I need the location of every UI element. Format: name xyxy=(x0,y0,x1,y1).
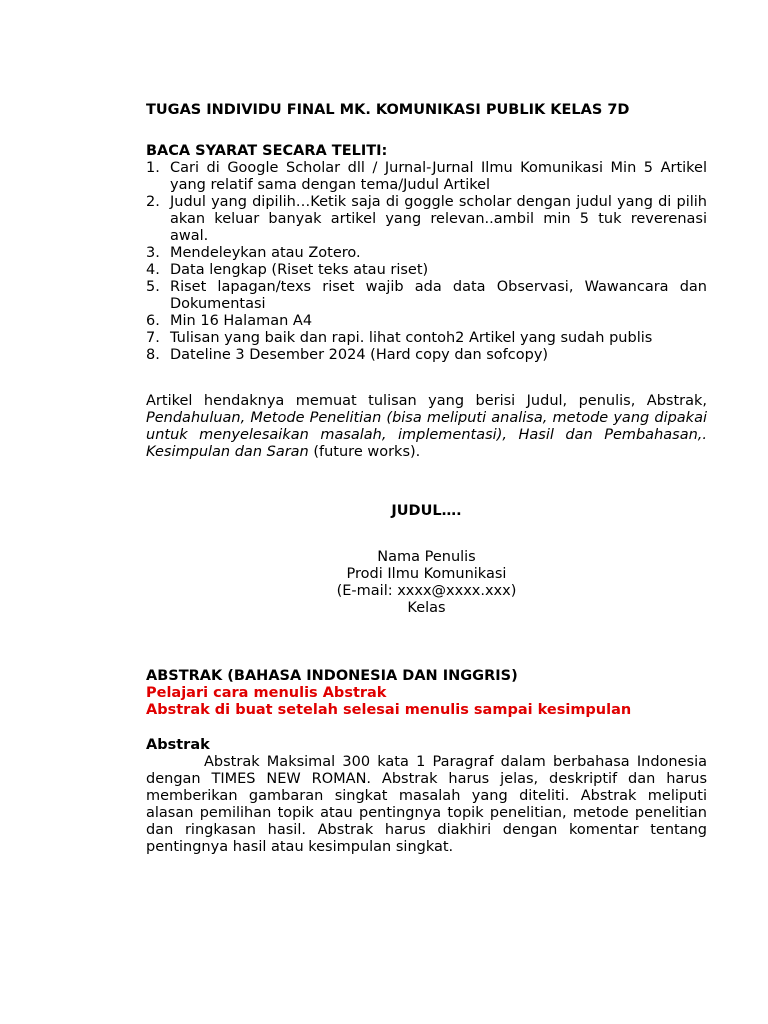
list-number: 6. xyxy=(146,313,160,329)
list-item xyxy=(146,160,707,194)
list-text: Judul yang dipilih…Ketik saja di goggle scholar dengan judul yang di pilih akan keluar banyak artikel yang relevan..ambil min 5 tuk reverenasi awal. xyxy=(170,194,707,244)
list-number: 8. xyxy=(146,347,160,363)
document-title: TUGAS INDIVIDU FINAL MK. KOMUNIKASI PUBLIK KELAS 7D xyxy=(146,102,630,118)
list-number: 2. xyxy=(146,194,160,210)
list-text: Min 16 Halaman A4 xyxy=(170,313,313,329)
intro-lead: Artikel hendaknya memuat tulisan yang berisi Judul, penulis, Abstrak, xyxy=(146,393,707,409)
list-item xyxy=(146,330,707,347)
template-title: JUDUL…. xyxy=(391,503,462,519)
abstract-label: Abstrak xyxy=(146,737,210,753)
abstract-body: Abstrak Maksimal 300 kata 1 Paragraf dalam berbahasa Indonesia dengan TIMES NEW ROMAN. Abstrak harus jelas, deskriptif dan harus memberikan gambaran singkat masalah yang diteliti. Abstrak meliputi alasan pemilihan topik atau pentingnya topik penelitian, metode penelitian dan ringkasan hasil. Abstrak harus diakhiri dengan komentar tentang pentingnya hasil atau kesimpulan singkat. xyxy=(146,754,707,855)
requirements-heading: BACA SYARAT SECARA TELITI: xyxy=(146,143,388,159)
author-email: (E-mail: xxxx@xxxx.xxx) xyxy=(336,583,517,599)
list-text: Data lengkap (Riset teks atau riset) xyxy=(170,262,429,278)
list-text: Cari di Google Scholar dll / Jurnal-Jurnal Ilmu Komunikasi Min 5 Artikel yang relatif sama dengan tema/Judul Artikel xyxy=(170,160,707,193)
list-number: 4. xyxy=(146,262,160,278)
list-item xyxy=(146,313,707,330)
intro-tail: (future works). xyxy=(308,444,421,460)
abstract-note-timing: Abstrak di buat setelah selesai menulis sampai kesimpulan xyxy=(146,702,632,718)
list-item xyxy=(146,279,707,313)
list-text: Tulisan yang baik dan rapi. lihat contoh2 Artikel yang sudah publis xyxy=(170,330,653,346)
requirements-list xyxy=(146,160,707,364)
list-text: Dateline 3 Desember 2024 (Hard copy dan sofcopy) xyxy=(170,347,549,363)
list-number: 1. xyxy=(146,160,160,176)
abstract-note-learn: Pelajari cara menulis Abstrak xyxy=(146,685,387,701)
list-text: Riset lapagan/texs riset wajib ada data Observasi, Wawancara dan Dokumentasi xyxy=(170,279,707,312)
abstract-section-heading: ABSTRAK (BAHASA INDONESIA DAN INGGRIS) xyxy=(146,668,518,684)
list-item xyxy=(146,194,707,245)
list-number: 3. xyxy=(146,245,160,261)
author-name: Nama Penulis xyxy=(377,549,476,565)
list-item xyxy=(146,245,707,262)
intro-italic: Pendahuluan, Metode Penelitian (bisa meliputi analisa, metode yang dipakai untuk menyelesaikan masalah, implementasi), Hasil dan Pembahasan,. Kesimpulan dan Saran xyxy=(146,410,707,460)
list-number: 5. xyxy=(146,279,160,295)
author-class: Kelas xyxy=(407,600,446,616)
list-number: 7. xyxy=(146,330,160,346)
list-item xyxy=(146,347,707,364)
intro-paragraph xyxy=(146,393,707,461)
author-block xyxy=(146,549,707,617)
list-item xyxy=(146,262,707,279)
list-text: Mendeleykan atau Zotero. xyxy=(170,245,361,261)
author-program: Prodi Ilmu Komunikasi xyxy=(346,566,507,582)
